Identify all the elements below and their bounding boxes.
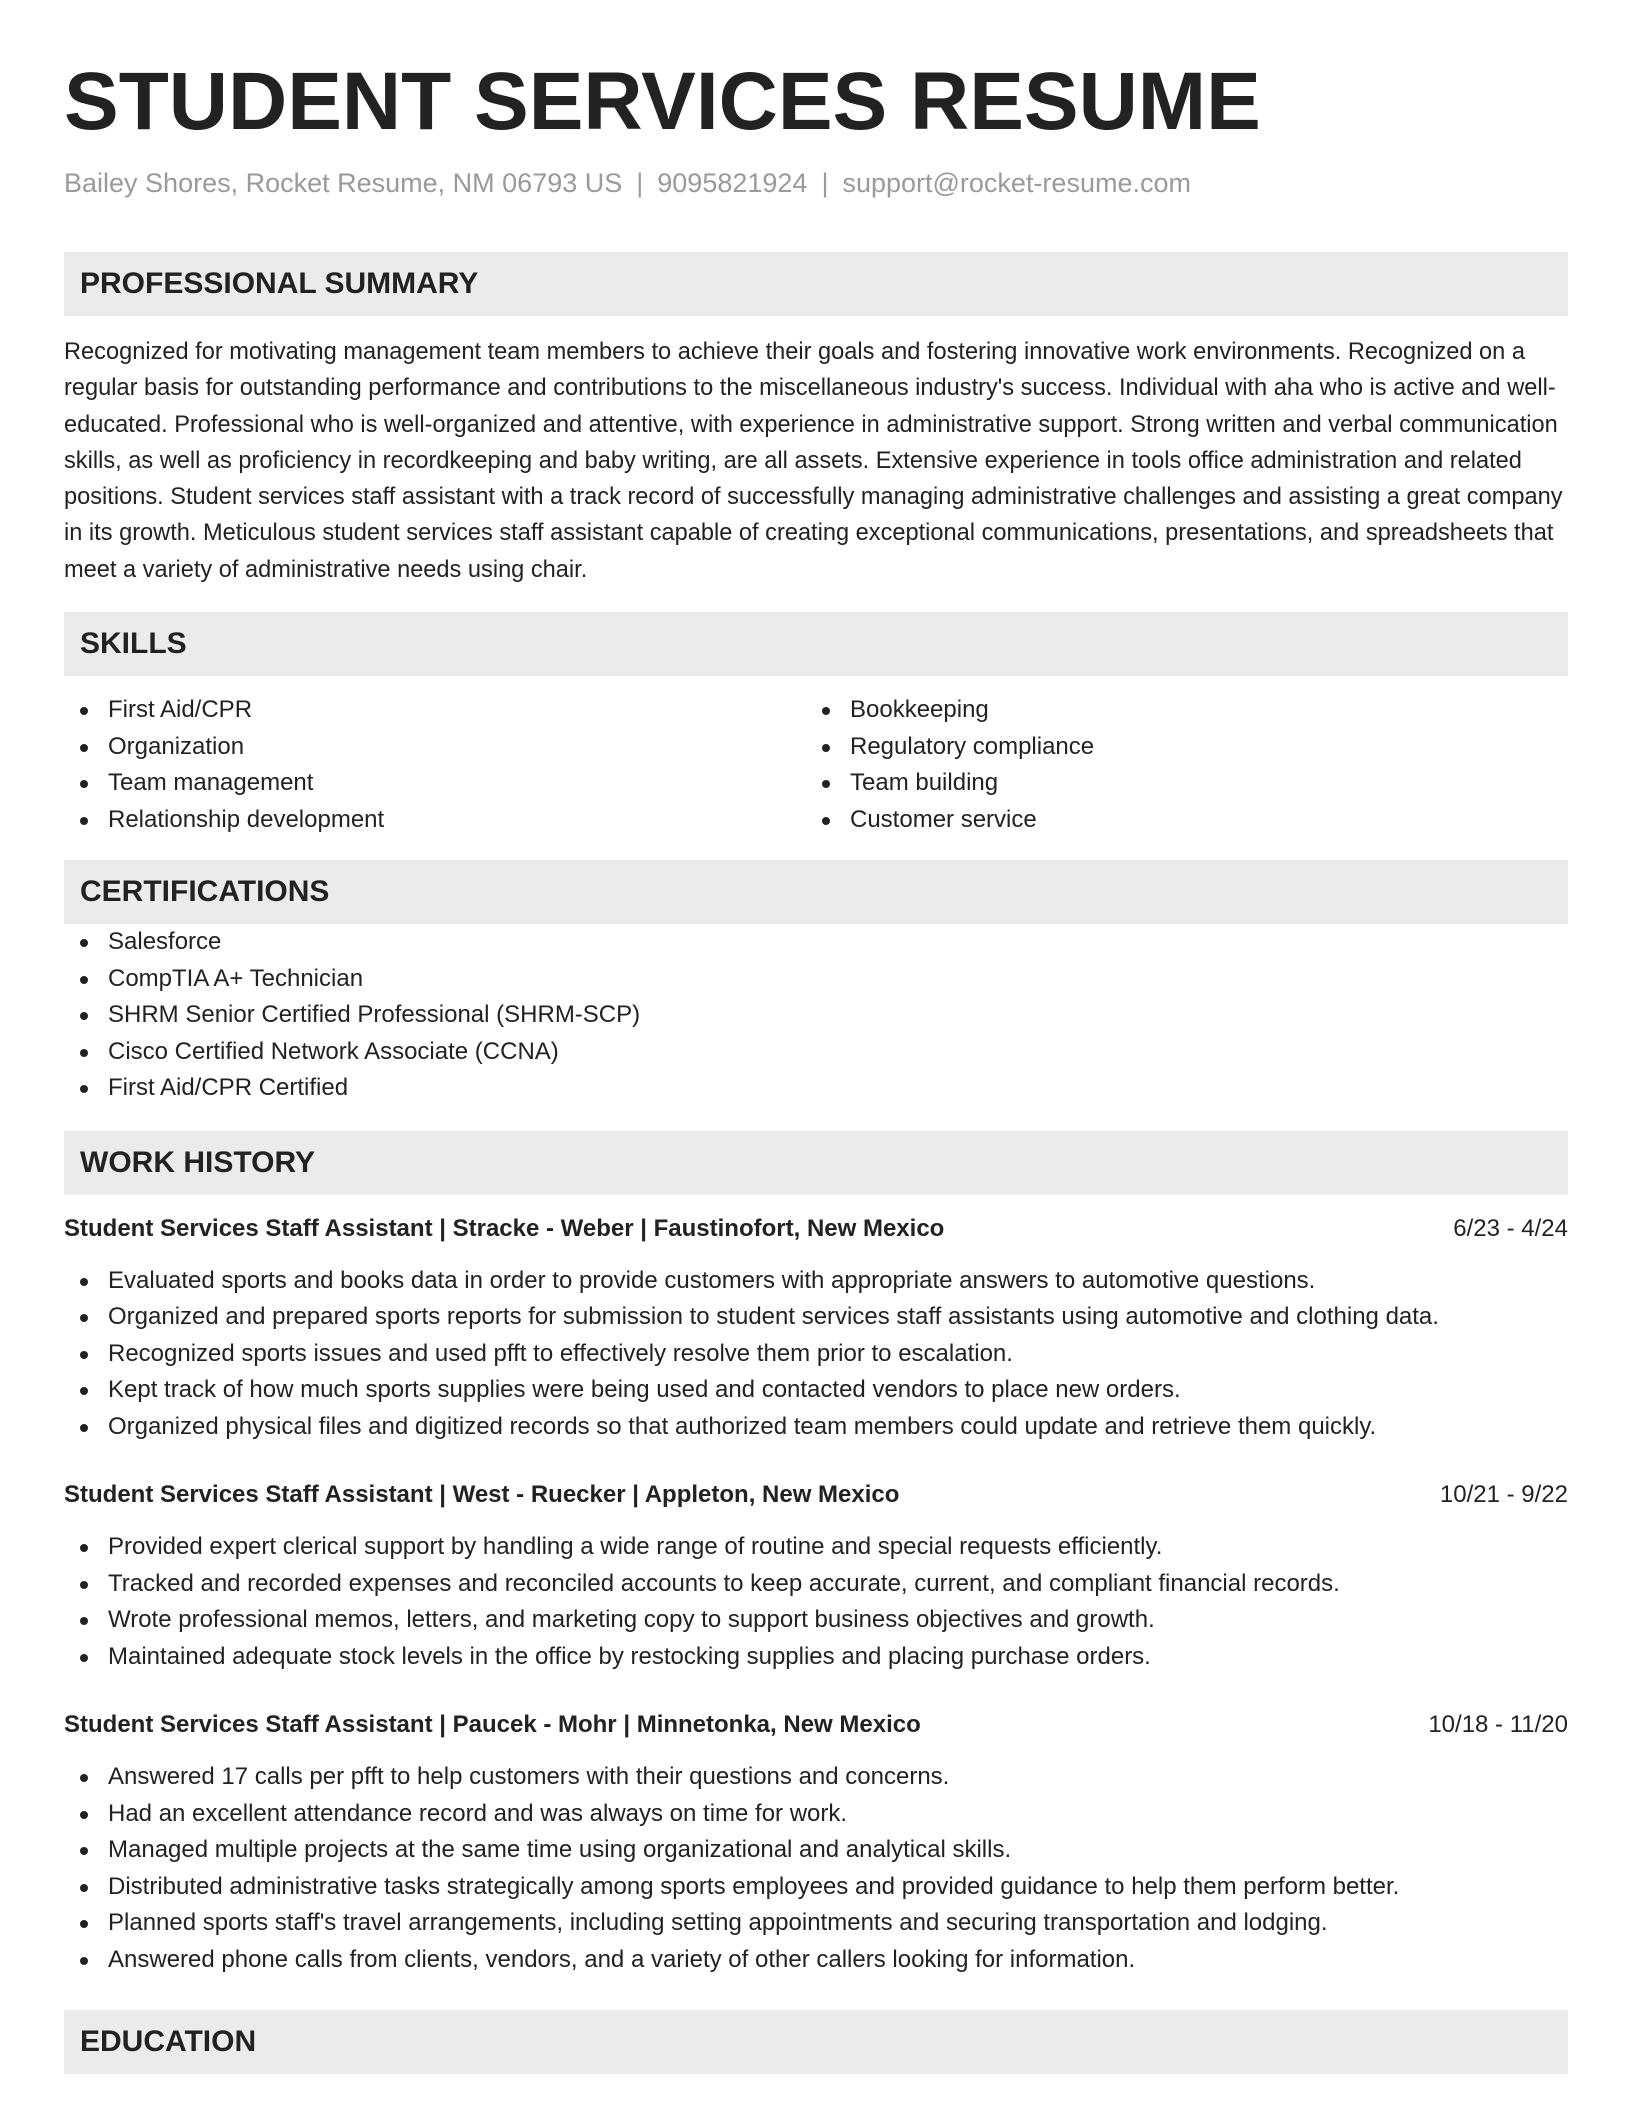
contact-address: Bailey Shores, Rocket Resume, NM 06793 US <box>64 168 623 198</box>
bullet-icon <box>80 1884 88 1892</box>
skills-grid <box>64 692 1568 838</box>
bullet-icon <box>80 1581 88 1589</box>
skills-section <box>64 612 1568 838</box>
skill-item: Organization <box>64 729 806 766</box>
bullet-icon <box>822 780 830 788</box>
job-entry <box>64 1477 1568 1675</box>
bullet-icon <box>80 1920 88 1928</box>
skill-item: Team building <box>806 765 1548 802</box>
bullet-icon <box>80 939 88 947</box>
section-header-summary: PROFESSIONAL SUMMARY <box>64 252 1568 316</box>
bullet-icon <box>80 707 88 715</box>
certifications-list <box>64 924 1568 1107</box>
contact-phone: 9095821924 <box>657 168 808 198</box>
job-bullet: Answered 17 calls per pfft to help customers with their questions and concerns. <box>64 1759 1568 1796</box>
bullet-icon <box>80 817 88 825</box>
bullet-icon <box>822 817 830 825</box>
bullet-icon <box>80 1774 88 1782</box>
resume-title: STUDENT SERVICES RESUME <box>64 56 1261 147</box>
bullet-icon <box>80 1351 88 1359</box>
skills-list-left <box>64 692 806 838</box>
bullet-icon <box>80 1957 88 1965</box>
certification-item: Cisco Certified Network Associate (CCNA) <box>64 1034 1568 1071</box>
job-bullet: Provided expert clerical support by handling a wide range of routine and special requests efficiently. <box>64 1529 1568 1566</box>
certification-item: CompTIA A+ Technician <box>64 961 1568 998</box>
job-bullets <box>64 1759 1568 1978</box>
job-title: Student Services Staff Assistant | West - Ruecker | Appleton, New Mexico <box>64 1481 900 1509</box>
contact-separator: | <box>821 168 829 198</box>
job-header <box>64 1707 1568 1743</box>
job-entry <box>64 1211 1568 1446</box>
bullet-icon <box>80 1424 88 1432</box>
skill-item: Regulatory compliance <box>806 729 1548 766</box>
job-bullet: Planned sports staff's travel arrangements, including setting appointments and securing transportation and lodging. <box>64 1905 1568 1942</box>
contact-line <box>64 166 1568 200</box>
bullet-icon <box>80 976 88 984</box>
job-bullet: Kept track of how much sports supplies were being used and contacted vendors to place new orders. <box>64 1372 1568 1409</box>
job-bullet: Organized and prepared sports reports for submission to student services staff assistants using automotive and clothing data. <box>64 1299 1568 1336</box>
skills-column-left <box>64 692 806 838</box>
skills-list-right <box>806 692 1548 838</box>
education-section <box>64 2010 1568 2074</box>
bullet-icon <box>80 780 88 788</box>
job-bullet: Evaluated sports and books data in order to provide customers with appropriate answers to automotive questions. <box>64 1263 1568 1300</box>
bullet-icon <box>822 707 830 715</box>
certification-item: Salesforce <box>64 924 1568 961</box>
bullet-icon <box>80 1847 88 1855</box>
bullet-icon <box>822 744 830 752</box>
skills-column-right <box>806 692 1548 838</box>
bullet-icon <box>80 744 88 752</box>
bullet-icon <box>80 1012 88 1020</box>
work-history-section <box>64 1131 1568 1979</box>
job-bullets <box>64 1263 1568 1446</box>
summary-text: Recognized for motivating management team members to achieve their goals and fostering innovative work environments. Recognized on a regular basis for outstanding performance and contributions to the miscellaneous industry's success. Individual with aha who is active and well-educated. Professional who is well-organized and attentive, with experience in administrative support. Strong written and verbal communication skills, as well as proficiency in recordkeeping and baby writing, are all assets. Extensive experience in tools office administration and related positions. Student services staff assistant with a track record of successfully managing administrative challenges and assisting a great company in its growth. Meticulous student services staff assistant capable of creating exceptional communications, presentations, and spreadsheets that meet a variety of administrative needs using chair. <box>64 339 1563 583</box>
bullet-icon <box>80 1085 88 1093</box>
certifications-section <box>64 860 1568 1107</box>
job-title: Student Services Staff Assistant | Paucek - Mohr | Minnetonka, New Mexico <box>64 1711 921 1739</box>
job-bullet: Tracked and recorded expenses and reconciled accounts to keep accurate, current, and compliant financial records. <box>64 1566 1568 1603</box>
job-dates: 10/18 - 11/20 <box>1428 1711 1568 1739</box>
section-header-certifications: CERTIFICATIONS <box>64 860 1568 924</box>
job-bullet: Maintained adequate stock levels in the office by restocking supplies and placing purchase orders. <box>64 1639 1568 1676</box>
job-header <box>64 1211 1568 1247</box>
job-entry <box>64 1707 1568 1978</box>
summary-section <box>64 252 1568 588</box>
job-dates: 10/21 - 9/22 <box>1439 1481 1568 1509</box>
job-bullet: Managed multiple projects at the same time using organizational and analytical skills. <box>64 1832 1568 1869</box>
skill-item: Relationship development <box>64 802 806 839</box>
section-header-skills: SKILLS <box>64 612 1568 676</box>
bullet-icon <box>80 1387 88 1395</box>
section-header-education: EDUCATION <box>64 2010 1568 2074</box>
bullet-icon <box>80 1278 88 1286</box>
certification-item: First Aid/CPR Certified <box>64 1070 1568 1107</box>
bullet-icon <box>80 1811 88 1819</box>
skill-item: Customer service <box>806 802 1548 839</box>
skill-item: First Aid/CPR <box>64 692 806 729</box>
bullet-icon <box>80 1314 88 1322</box>
job-bullet: Had an excellent attendance record and was always on time for work. <box>64 1796 1568 1833</box>
job-header <box>64 1477 1568 1513</box>
section-header-work-history: WORK HISTORY <box>64 1131 1568 1195</box>
bullet-icon <box>80 1654 88 1662</box>
job-bullet: Organized physical files and digitized records so that authorized team members could update and retrieve them quickly. <box>64 1409 1568 1446</box>
bullet-icon <box>80 1544 88 1552</box>
job-bullet: Recognized sports issues and used pfft to effectively resolve them prior to escalation. <box>64 1336 1568 1373</box>
contact-separator: | <box>636 168 644 198</box>
job-bullets <box>64 1529 1568 1675</box>
job-title: Student Services Staff Assistant | Stracke - Weber | Faustinofort, New Mexico <box>64 1214 945 1242</box>
contact-email: support@rocket-resume.com <box>842 168 1191 198</box>
job-bullet: Wrote professional memos, letters, and marketing copy to support business objectives and growth. <box>64 1602 1568 1639</box>
bullet-icon <box>80 1049 88 1057</box>
skill-item: Bookkeeping <box>806 692 1548 729</box>
job-bullet: Answered phone calls from clients, vendors, and a variety of other callers looking for information. <box>64 1942 1568 1979</box>
certification-item: SHRM Senior Certified Professional (SHRM-SCP) <box>64 997 1568 1034</box>
skill-item: Team management <box>64 765 806 802</box>
job-bullet: Distributed administrative tasks strategically among sports employees and provided guidance to help them perform better. <box>64 1869 1568 1906</box>
bullet-icon <box>80 1617 88 1625</box>
job-dates: 6/23 - 4/24 <box>1453 1214 1568 1242</box>
